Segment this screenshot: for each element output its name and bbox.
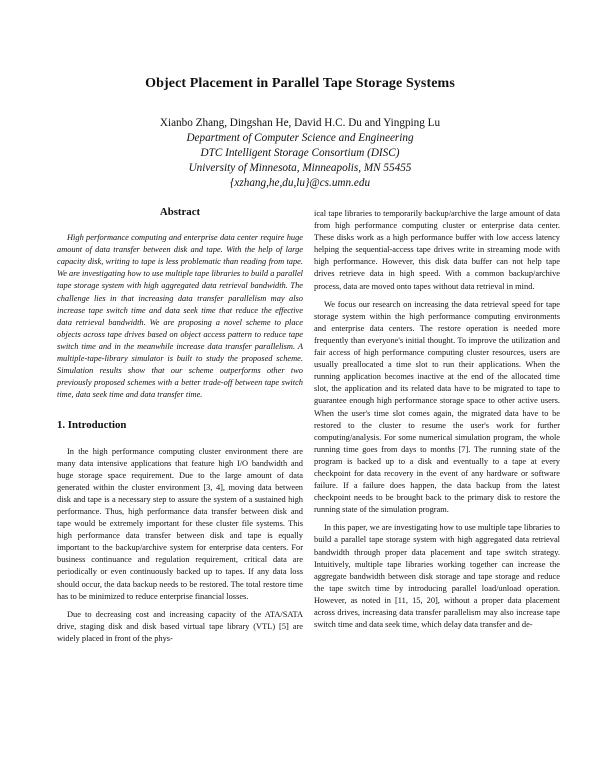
left-column <box>57 206 303 651</box>
author-email: {xzhang,he,du,lu}@cs.umn.edu <box>229 177 371 189</box>
abstract-heading: Abstract <box>159 206 201 218</box>
introduction-heading: 1. Introduction <box>57 419 127 432</box>
intro-paragraph-2: Due to decreasing cost and increasing capacity of the ATA/SATA drive, staging disk and disk based virtual tape library (VTL) [5] are widely placed in front of the phys- <box>57 609 303 643</box>
right-column <box>314 208 560 637</box>
affiliation-department: Department of Computer Science and Engineering <box>186 132 414 144</box>
affiliation-university: University of Minnesota, Minneapolis, MN 55455 <box>188 162 412 174</box>
right-paragraph-2: In this paper, we are investigating how to use multiple tape libraries to build a parallel tape storage system with high aggregated data retrieval bandwidth through proper data placement and tape switch strategy. Intuitively, multiple tape libraries working together can increase the aggregate bandwidth between disk storage and tape storage and reduce the tape switch time by introducing parallel load/unload operation. However, as noted in [11, 15, 20], without a proper data placement across drives, increasing data transfer parallelism may also increase tape switch time and data seek time, which delay data transfer and de- <box>314 523 560 630</box>
abstract-text: High performance computing and enterprise data center require huge amount of data transfer between disk and tape. With the help of large capacity disk, writing to tape is less problematic than reading from tape. We are investigating how to use multiple tape libraries to build a parallel tape storage system with high aggregated data retrieval bandwidth. The challenge lies in that increasing data transfer parallelism may also increase tape switch time and data seek time that reduce the effective data retrieval bandwidth. We are proposing a novel scheme to place objects across tape drives based on object access pattern to reduce tape switch time and in the meanwhile increase data transfer parallelism. A multiple-tape-library simulator is built to study the proposed scheme. Simulation results show that our scheme outperforms other two previously proposed schemes with a better trade-off between tape switch time, data seek time and data transfer time. <box>57 233 303 400</box>
right-paragraph-1: We focus our research on increasing the data retrieval speed for tape storage system within the high performance computing environments and enterprise data centers. The restore operation is needed more frequently than everyone's initial thought. To improve the utilization and fair access of high performance computing cluster resources, users are usually preallocated a time slot to run their applications. When the running application becomes inactive at the end of the allocated time slot, the application and its related data have to be migrated to tape to guarantee enough high performance storage space to other active users. When the user's time slot comes again, the migrated data have to be restored to the cluster to resume the user's work for further computing/analysis. For some numerical simulation program, the whole running time goes from days to months [7]. The running state of the program is backed up to a disk and eventually to a tape at every checkpoint for data recovery in the event of any hardware or software failure. If a failure does happen, the data backup from the latest checkpoint needs to be brought back to the primary disk to restore the running state of the simulation program. <box>314 299 560 515</box>
intro-paragraph-1: In the high performance computing cluster environment there are many data intensive applications that feature high I/O bandwidth and huge storage space requirement. Due to the large amount of data generated within the cluster environment [3, 4], moving data between disk and tape is a necessary step to assure the system of a sustained high performance. Thus, high performance data transfer between disk and tape would be extremely important for these cluster file systems. This high performance data transfer between disk and tape is equally important to the backup/archive system for enterprise data centers. For business continuance and regulation requirement, critical data are periodically or even continuously backed up to tapes. If any data loss should occur, the data backup needs to be restored. The total restore time has to be minimized to reduce enterprise financial losses. <box>57 446 303 601</box>
paper-title: Object Placement in Parallel Tape Storage Systems <box>145 76 455 91</box>
right-paragraph-0: ical tape libraries to temporarily backup/archive the large amount of data from high performance computing cluster or enterprise data center. These disks work as a high performance buffer with low access latency helping the sequential-access tape drives write in streaming mode with high performance. However, this disk data buffer can not help tape drives retrieve data in high speed. With a common backup/archive process, data are moved onto tapes without data retrieval in mind. <box>314 209 560 291</box>
affiliation-consortium: DTC Intelligent Storage Consortium (DISC) <box>200 147 400 159</box>
author-block <box>0 116 600 191</box>
author-names: Xianbo Zhang, Dingshan He, David H.C. Du and Yingping Lu <box>159 117 441 129</box>
